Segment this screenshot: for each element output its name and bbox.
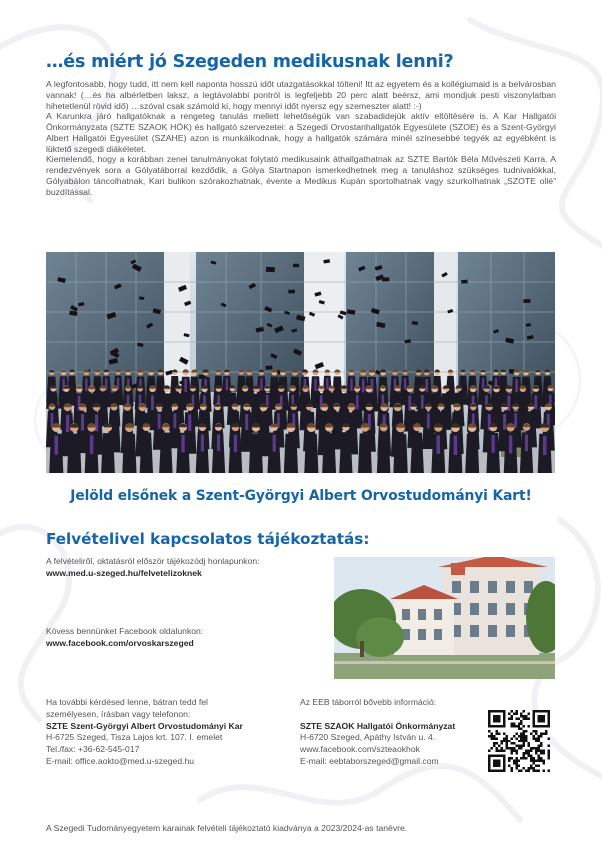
eeb-spacer xyxy=(300,709,455,721)
website-link[interactable]: www.med.u-szeged.hu/felvetelizoknek xyxy=(46,567,202,578)
faculty-intro-1: Ha további kérdésed lenne, bátran tedd fel xyxy=(46,697,208,707)
call-to-action: Jelöld elsőnek a Szent-Györgyi Albert Orvostudományi Kart! xyxy=(70,488,532,504)
admission-heading: Felvételivel kapcsolatos tájékoztatás: xyxy=(46,530,370,548)
website-info xyxy=(46,556,260,579)
faculty-email[interactable]: E-mail: office.aokto@med.u-szeged.hu xyxy=(46,755,195,766)
facebook-link[interactable]: www.facebook.com/orvoskarszeged xyxy=(46,637,194,648)
eeb-address: H-6720 Szeged, Apáthy István u. 4. xyxy=(300,732,436,743)
building-illustration xyxy=(334,557,555,679)
footer-note: A Szegedi Tudományegyetem karainak felvételi tájékoztató kiadványa a 2023/2024-as tanévre. xyxy=(46,823,408,833)
page-heading: …és miért jó Szegeden medikusnak lenni? xyxy=(46,52,454,72)
eeb-intro: Az EEB táborról bővebb információ: xyxy=(300,697,437,707)
faculty-address: H-6725 Szeged, Tisza Lajos krt. 107. I. emelet xyxy=(46,732,223,743)
paragraph-events: Kiemelendő, hogy a korábban zenei tanulmányokat folytató medikusaink áthallgathatnak az SZTE Bartók Béla Művészeti Karra. A rendezvények sora a Gólyatáborral kezdődik, a Gólya Startnapon ismerkedhetnek meg a tanuláshoz szükséges tudnivalókkal, Gólyabálon táncolhatnak, Kari bulikon szórakozhatnak, évente a Medikus Kupán sportolhatnak vagy szurkolhatnak „SZOTE ollé” buzdítással. xyxy=(46,154,556,197)
qr-code[interactable] xyxy=(488,710,550,772)
eeb-email[interactable]: E-mail: eebtaborszeged@gmail.com xyxy=(300,755,439,766)
eeb-web[interactable]: www.facebook.com/szteaokhok xyxy=(300,744,420,755)
faculty-contact xyxy=(46,697,243,768)
faculty-phone[interactable]: Tel./fax: +36-62-545-017 xyxy=(46,744,140,755)
website-text: A felvételiről, oktatásról először tájékozódj honlapunkon: xyxy=(46,556,260,566)
faculty-intro-2: személyesen, írásban vagy telefonon: xyxy=(46,708,191,719)
intro-text xyxy=(46,79,556,197)
graduation-photo xyxy=(46,252,555,473)
facebook-text: Kövess bennünket Facebook oldalunkon: xyxy=(46,626,204,636)
eeb-contact xyxy=(300,697,455,768)
paragraph-commute: A legfontosabb, hogy tudd, itt nem kell naponta hosszú időt utazgatásokkal tölteni! Itt az egyetem és a kollégiumaid is a belvárosban vannak! (…és ha albérletben laksz, a legtávolabbi pontról is legfeljebb 20 perc alatt beérsz, ami mondjuk pesti viszonylatban hihetetlenül rövid idő) …szóval csak számold ki, hogy mennyi időt nyersz egy szemeszter alatt! :-) xyxy=(46,79,556,111)
facebook-info xyxy=(46,626,203,649)
faculty-name: SZTE Szent-Györgyi Albert Orvostudományi Kar xyxy=(46,720,243,731)
eeb-name: SZTE SZAOK Hallgatói Önkormányzat xyxy=(300,720,456,731)
paragraph-student-life: A Karunkra járó hallgatóknak a rengeteg tanulás mellett lehetőségük van szabadidejük aktív eltöltésére is. A Kar Hallgatói Önkormányzata (SZTE SZAOK HÖK) és hallgató szervezetei: a Szegedi Orvostanhallgatók Egyesülete (SZOE) és a Szent-Györgyi Albert Hallgatói Egyesület (SZAHE) azon is munkálkodnak, hogy a hallgatók számára minél színesebbé tegyék az egyébként is lüktető szegedi diákéletet. xyxy=(46,111,556,154)
